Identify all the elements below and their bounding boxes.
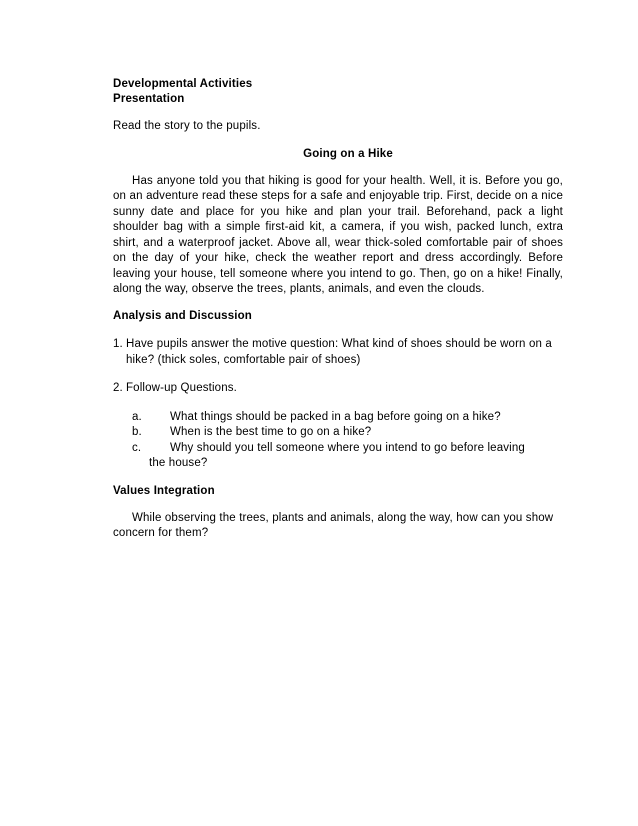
list-item-2-text: Follow-up Questions.	[126, 382, 238, 394]
subquestion-b-letter: b.	[132, 426, 142, 438]
values-heading: Values Integration	[113, 484, 215, 497]
list-item-1	[113, 337, 563, 368]
document-page	[113, 77, 563, 553]
analysis-heading: Analysis and Discussion	[113, 310, 252, 322]
subquestion-a-letter: a.	[132, 410, 142, 423]
intro-text: Read the story to the pupils.	[113, 120, 261, 132]
subquestion-b-text: When is the best time to go on a hike?	[170, 426, 372, 438]
values-text: While observing the trees, plants and animals, along the way, how can you show concern for them?	[113, 511, 554, 539]
list-item-1-number: 1.	[113, 338, 123, 350]
list-item-2-number: 2.	[113, 382, 123, 394]
subquestion-b	[132, 425, 563, 441]
story-paragraph: Has anyone told you that hiking is good for your health. Well, it is. Before you go, on an adventure read these steps for a safe and enjoyable trip. First, decide on a nice sunny date and place for you hike and plan your trail. Beforehand, pack a light shoulder bag with a simple first-aid kit, a camera, if you wish, packed lunch, extra shirt, and a waterproof jacket. Above all, wear thick-soled comfortable pair of shoes on the day of your hike, check the weather report and dress accordingly. Before leaving your house, tell someone where you intend to go. Then, go on a hike! Finally, along the way, observe the trees, plants, animals, and even the clouds.	[113, 174, 563, 295]
story-title: Going on a Hike	[303, 147, 393, 160]
heading-presentation: Presentation	[113, 93, 185, 105]
subquestion-c	[132, 441, 563, 457]
subquestion-c-text: Why should you tell someone where you intend to go before leaving	[170, 441, 525, 454]
list-item-1-text: Have pupils answer the motive question: What kind of shoes should be worn on a hike? (thick soles, comfortable pair of shoes)	[126, 338, 552, 366]
list-item-2	[113, 381, 563, 397]
subquestion-c-letter: c.	[132, 441, 142, 454]
subquestion-a-text: What things should be packed in a bag before going on a hike?	[170, 410, 501, 423]
subquestion-a	[132, 410, 563, 426]
heading-developmental-activities: Developmental Activities	[113, 78, 253, 90]
subquestion-c-continuation: the house?	[149, 457, 208, 469]
follow-up-questions-list	[113, 410, 563, 472]
